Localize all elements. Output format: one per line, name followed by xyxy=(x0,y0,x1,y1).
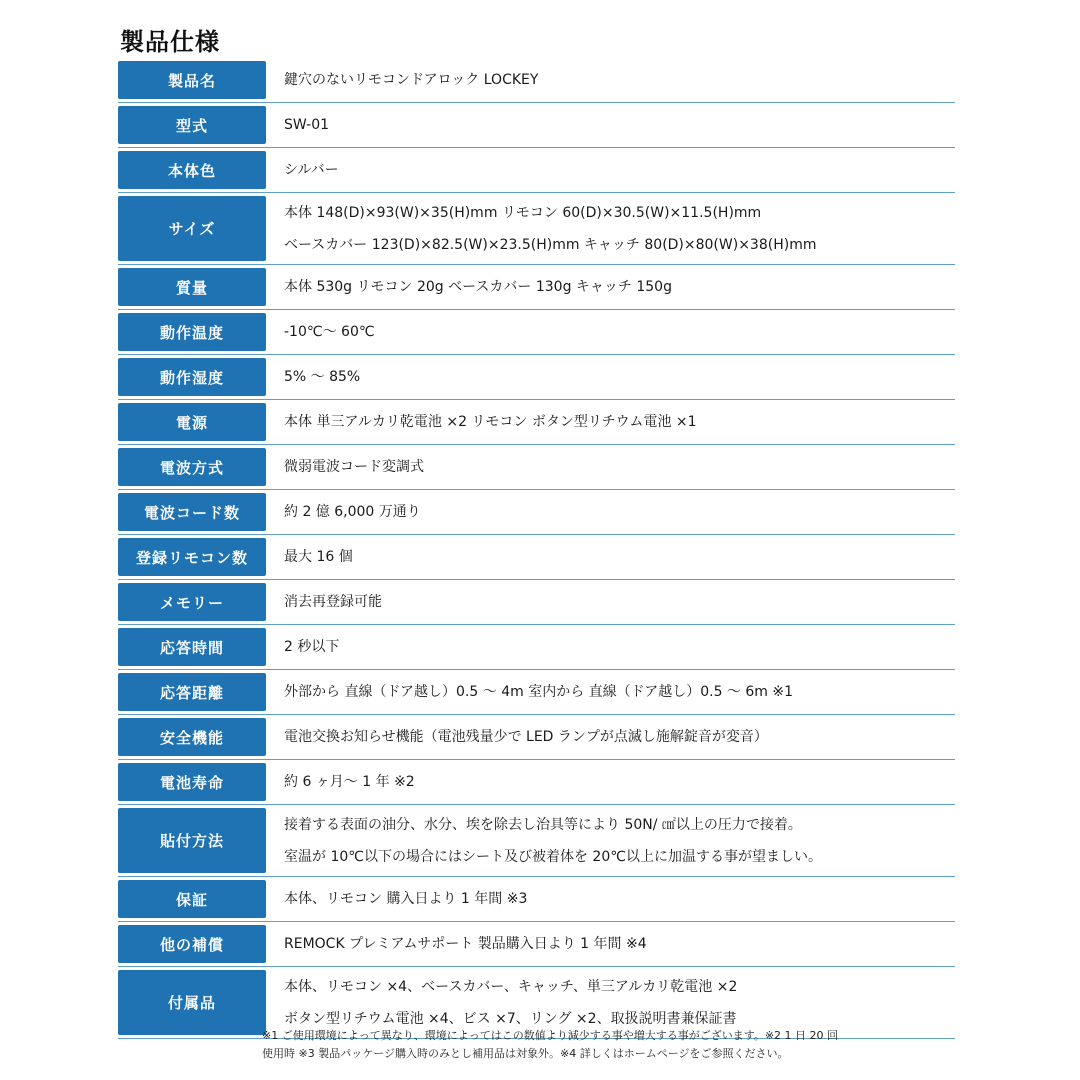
spec-row xyxy=(118,265,955,310)
spec-label: 質量 xyxy=(118,268,266,306)
footnote-line-1: ※1 ご使用環境によって異なり、環境によってはこの数値より減少する事や増大する事がございます。※2 1 日 20 回 xyxy=(262,1029,839,1042)
spec-row xyxy=(118,445,955,490)
spec-value xyxy=(266,805,955,876)
spec-row xyxy=(118,760,955,805)
spec-value xyxy=(266,670,955,714)
spec-value xyxy=(266,580,955,624)
spec-row xyxy=(118,490,955,535)
spec-label: 電波方式 xyxy=(118,448,266,486)
spec-label: 本体色 xyxy=(118,151,266,189)
spec-label: 応答時間 xyxy=(118,628,266,666)
spec-value-line: ベースカバー 123(D)×82.5(W)×23.5(H)mm キャッチ 80(D)×80(W)×38(H)mm xyxy=(284,236,817,253)
spec-row xyxy=(118,580,955,625)
spec-label: 付属品 xyxy=(118,970,266,1035)
spec-value xyxy=(266,310,955,354)
spec-label: 保証 xyxy=(118,880,266,918)
spec-value-line: 消去再登録可能 xyxy=(284,594,382,610)
spec-label: 電波コード数 xyxy=(118,493,266,531)
spec-value-line: 約 2 億 6,000 万通り xyxy=(284,504,421,520)
spec-row xyxy=(118,535,955,580)
spec-row xyxy=(118,625,955,670)
spec-value xyxy=(266,445,955,489)
spec-label: 他の補償 xyxy=(118,925,266,963)
spec-value-line: 2 秒以下 xyxy=(284,639,340,655)
spec-value xyxy=(266,490,955,534)
spec-label: メモリー xyxy=(118,583,266,621)
spec-label: 動作湿度 xyxy=(118,358,266,396)
spec-value-line: 本体 530g リモコン 20g ベースカバー 130g キャッチ 150g xyxy=(284,279,672,295)
spec-value xyxy=(266,193,955,264)
spec-value xyxy=(266,535,955,579)
spec-row xyxy=(118,670,955,715)
spec-row xyxy=(118,805,955,877)
spec-value-line: 本体 148(D)×93(W)×35(H)mm リモコン 60(D)×30.5(W)×11.5(H)mm xyxy=(284,204,762,221)
spec-value-line: 5% ～ 85% xyxy=(284,369,361,385)
spec-value xyxy=(266,760,955,804)
spec-value-line: 最大 16 個 xyxy=(284,549,353,565)
spec-row xyxy=(118,715,955,760)
spec-value-line: 約 6 ヶ月～ 1 年 ※2 xyxy=(284,774,415,790)
spec-value xyxy=(266,103,955,147)
spec-value xyxy=(266,922,955,966)
spec-value-line: -10℃～ 60℃ xyxy=(284,324,375,340)
spec-row xyxy=(118,148,955,193)
spec-value xyxy=(266,625,955,669)
spec-value-line: 鍵穴のないリモコンドアロック LOCKEY xyxy=(284,72,539,88)
spec-value xyxy=(266,877,955,921)
spec-row xyxy=(118,922,955,967)
spec-value-line: 微弱電波コード変調式 xyxy=(284,459,424,475)
spec-value xyxy=(266,400,955,444)
spec-value-line: ボタン型リチウム電池 ×4、ビス ×7、リング ×2、取扱説明書兼保証書 xyxy=(284,1010,737,1027)
spec-value xyxy=(266,265,955,309)
spec-value-line: 外部から 直線（ドア越し）0.5 ～ 4m 室内から 直線（ドア越し）0.5 ～ 6m ※1 xyxy=(284,684,794,700)
spec-label: 動作温度 xyxy=(118,313,266,351)
spec-label: 安全機能 xyxy=(118,718,266,756)
spec-label: 電池寿命 xyxy=(118,763,266,801)
spec-label: 電源 xyxy=(118,403,266,441)
spec-row xyxy=(118,310,955,355)
spec-value-line: SW-01 xyxy=(284,117,330,133)
spec-label: 貼付方法 xyxy=(118,808,266,873)
spec-row xyxy=(118,58,955,103)
spec-value-line: 電池交換お知らせ機能（電池残量少で LED ランプが点滅し施解錠音が変音） xyxy=(284,729,768,745)
spec-value xyxy=(266,355,955,399)
spec-label: 製品名 xyxy=(118,61,266,99)
spec-row xyxy=(118,877,955,922)
page-title: 製品仕様 xyxy=(120,28,220,56)
spec-value xyxy=(266,58,955,102)
spec-value-line: 本体、リモコン ×4、ベースカバー、キャッチ、単三アルカリ乾電池 ×2 xyxy=(284,978,738,995)
spec-value-line: 接着する表面の油分、水分、埃を除去し治具等により 50N/ ㎠以上の圧力で接着。 xyxy=(284,816,802,833)
spec-row xyxy=(118,103,955,148)
spec-value-line: 室温が 10℃以下の場合にはシート及び被着体を 20℃以上に加温する事が望ましい。 xyxy=(284,848,822,865)
spec-row xyxy=(118,400,955,445)
spec-value-line: シルバー xyxy=(284,162,339,178)
spec-label: 登録リモコン数 xyxy=(118,538,266,576)
spec-label: 応答距離 xyxy=(118,673,266,711)
spec-value xyxy=(266,715,955,759)
spec-label: サイズ xyxy=(118,196,266,261)
spec-table xyxy=(118,58,955,1039)
spec-value xyxy=(266,148,955,192)
footnote-line-2: 使用時 ※3 製品パッケージ購入時のみとし補用品は対象外。※4 詳しくはホームページをご参照ください。 xyxy=(262,1047,789,1060)
spec-value-line: 本体、リモコン 購入日より 1 年間 ※3 xyxy=(284,891,528,907)
spec-value-line: REMOCK プレミアムサポート 製品購入日より 1 年間 ※4 xyxy=(284,936,647,952)
spec-value-line: 本体 単三アルカリ乾電池 ×2 リモコン ボタン型リチウム電池 ×1 xyxy=(284,414,697,430)
spec-row xyxy=(118,193,955,265)
spec-row xyxy=(118,355,955,400)
footnote xyxy=(262,1027,952,1063)
spec-label: 型式 xyxy=(118,106,266,144)
